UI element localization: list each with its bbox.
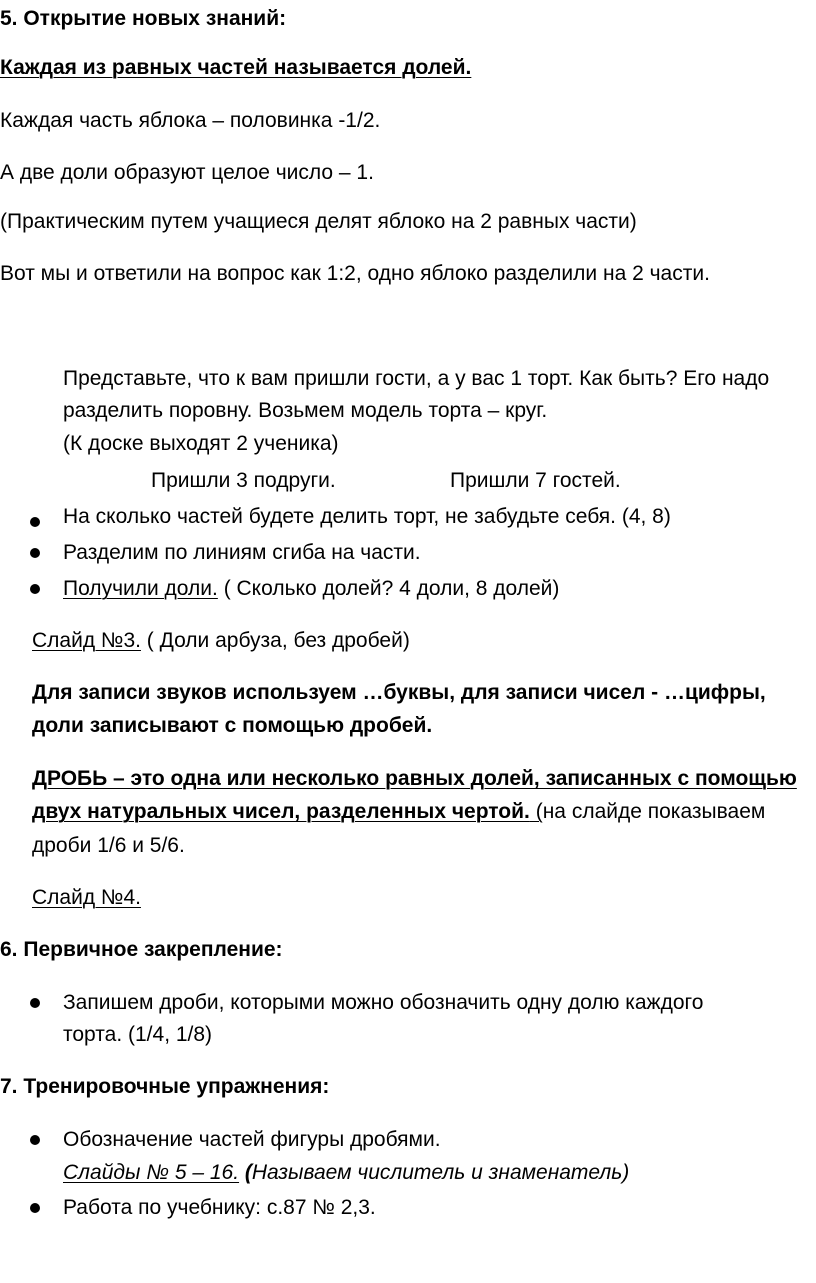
paragraph-answer: Вот мы и ответили на вопрос как 1:2, одно яблоко разделили на 2 части. (0, 262, 710, 285)
guests-line-2: разделить поровну. Возьмем модель торта – круг. (63, 399, 548, 422)
fraction-definition-bold: двух натуральных чисел, разделенных чертой. (32, 800, 530, 823)
slides-note: Называем числитель и знаменатель) (251, 1161, 630, 1184)
got-shares-underlined: Получили доли. (63, 577, 218, 600)
slide-4-label: Слайд №4. (32, 886, 141, 909)
fraction-paren: ( (529, 800, 543, 823)
section-7-heading: 7. Тренировочные упражнения: (0, 1075, 330, 1098)
write-fractions-line-1: Запишем дроби, которыми можно обозначить одну долю каждого (63, 991, 704, 1014)
fraction-definition-line-3: дроби 1/6 и 5/6. (32, 834, 185, 857)
notation-parts: Обозначение частей фигуры дробями. (63, 1128, 441, 1151)
bullet-icon (30, 584, 40, 594)
slide-3-note: ( Доли арбуза, без дробей) (140, 629, 410, 652)
column-seven-guests: Пришли 7 гостей. (450, 469, 621, 492)
bullet-icon (30, 1203, 40, 1213)
fraction-slide-note: на слайде показываем (542, 800, 766, 823)
guests-line-3: (К доске выходят 2 ученика) (63, 432, 339, 455)
bold-notation-line-1: Для записи звуков используем …буквы, для записи чисел - …цифры, (32, 681, 766, 704)
section-5-heading: 5. Открытие новых знаний: (0, 7, 287, 30)
paragraph-practical: (Практическим путем учащиеся делят яблоко на 2 равных части) (0, 210, 637, 233)
paragraph-whole: А две доли образуют целое число – 1. (0, 161, 374, 184)
write-fractions-line-2: торта. (1/4, 1/8) (63, 1023, 213, 1046)
slide-3-label: Слайд №3. (32, 629, 141, 652)
bullet-fold-lines: Разделим по линиям сгиба на части. (63, 541, 421, 564)
bullet-icon (30, 548, 40, 558)
bullet-parts-count: На сколько частей будете делить торт, не забудьте себя. (4, 8) (63, 505, 671, 528)
bullet-got-shares (63, 574, 559, 604)
slides-paren: ( (239, 1161, 252, 1184)
fraction-definition-line-2 (32, 797, 765, 827)
bullet-icon (30, 1135, 40, 1145)
slides-5-16-label: Слайды № 5 – 16. (63, 1161, 240, 1184)
bullet-icon (30, 998, 40, 1008)
bullet-icon (30, 517, 40, 527)
bold-notation-line-2: доли записывают с помощью дробей. (32, 714, 433, 737)
guests-line-1: Представьте, что к вам пришли гости, а у вас 1 торт. Как быть? Его надо (63, 367, 770, 390)
fraction-definition-line-1: ДРОБЬ – это одна или несколько равных долей, записанных с помощью (32, 767, 797, 790)
section-6-heading: 6. Первичное закрепление: (0, 938, 283, 961)
got-shares-rest: ( Сколько долей? 4 доли, 8 долей) (217, 577, 560, 600)
paragraph-half-apple: Каждая часть яблока – половинка -1/2. (0, 109, 381, 132)
textbook-work: Работа по учебнику: с.87 № 2,3. (63, 1196, 376, 1219)
column-three-friends: Пришли 3 подруги. (151, 469, 336, 492)
slides-5-16-line (63, 1158, 629, 1188)
definition-share: Каждая из равных частей называется долей. (0, 56, 472, 79)
slide-3-line (32, 626, 410, 656)
